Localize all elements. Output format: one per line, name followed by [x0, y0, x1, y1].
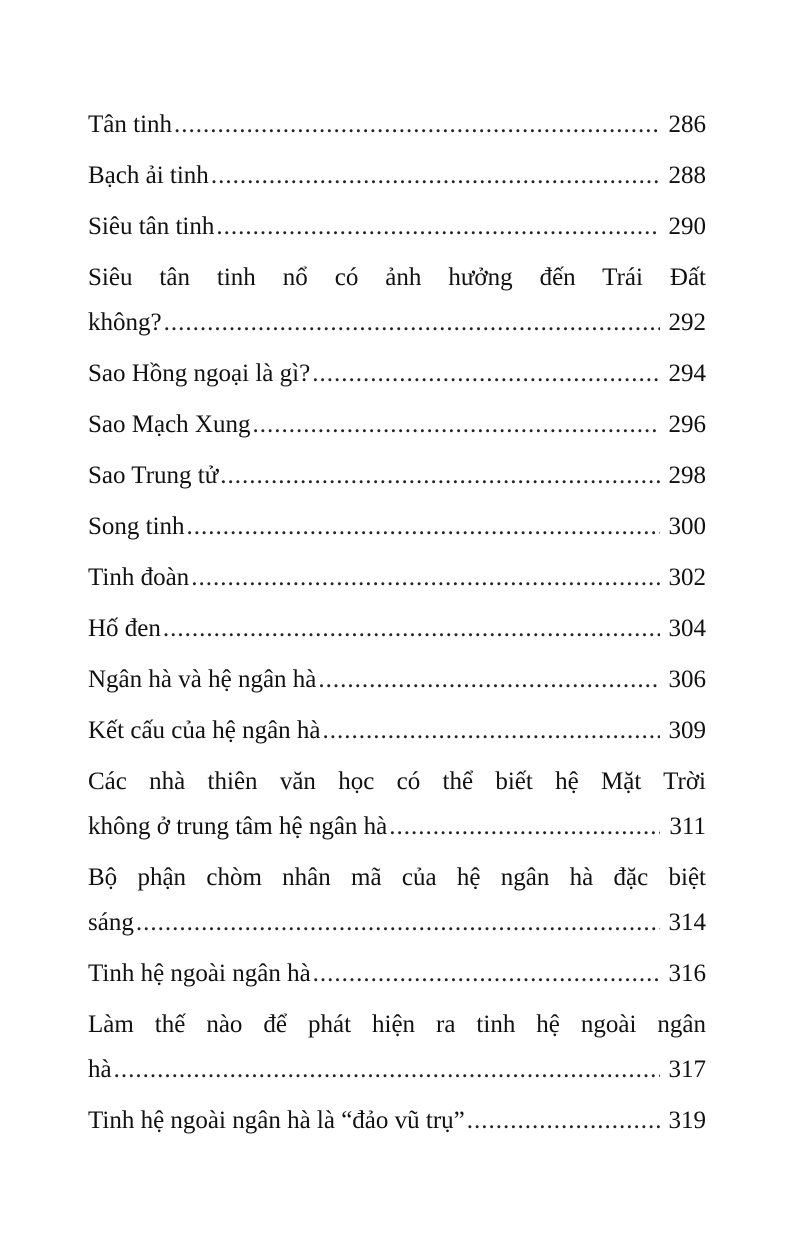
- toc-entry-title: Ngân hà và hệ ngân hà: [88, 666, 317, 693]
- toc-entry: [88, 453, 706, 498]
- toc-entry-page: 306: [668, 666, 706, 693]
- toc-entry-page: 300: [668, 513, 706, 540]
- toc-entry-title: Tân tinh: [88, 111, 173, 138]
- toc-entry-page: 288: [668, 162, 706, 189]
- toc-entry-title: Song tinh: [88, 513, 185, 540]
- dot-leader: [220, 453, 660, 498]
- toc-entry-title: Kết cấu của hệ ngân hà: [88, 717, 321, 744]
- toc-entry-page: 286: [668, 111, 706, 138]
- toc-entry: [88, 759, 706, 849]
- toc-entry: [88, 153, 706, 198]
- toc-entry-title: không ở trung tâm hệ ngân hà: [88, 813, 388, 840]
- toc-entry-title: Tinh đoàn: [88, 564, 190, 591]
- toc-entry: [88, 657, 706, 702]
- toc-entry-page: 309: [668, 717, 706, 744]
- toc-entry-title: Tinh hệ ngoài ngân hà: [88, 960, 311, 987]
- toc-entry-title: sáng: [88, 909, 134, 936]
- toc-entry: [88, 606, 706, 651]
- toc-entry-title: Sao Hồng ngoại là gì?: [88, 360, 311, 387]
- toc-entry-title: Sao Trung tử: [88, 462, 219, 489]
- toc-entry-page: 294: [668, 360, 706, 387]
- toc-entry-page: 298: [668, 462, 706, 489]
- dot-leader: [252, 402, 660, 447]
- toc-entry: [88, 102, 706, 147]
- toc-entry: [88, 351, 706, 396]
- toc-entry-title: Bạch ải tinh: [88, 162, 209, 189]
- dot-leader: [216, 204, 660, 249]
- dot-leader: [389, 804, 660, 849]
- toc-entry: [88, 708, 706, 753]
- dot-leader: [174, 102, 660, 147]
- toc-entry: [88, 855, 706, 945]
- dot-leader: [467, 1098, 660, 1143]
- dot-leader: [136, 900, 660, 945]
- toc-entry-page: 296: [668, 411, 706, 438]
- dot-leader: [164, 300, 660, 345]
- toc-entry-title: Hố đen: [88, 615, 161, 642]
- dot-leader: [187, 504, 660, 549]
- toc-entry: [88, 555, 706, 600]
- toc-entry: [88, 204, 706, 249]
- toc-entry: [88, 1098, 706, 1143]
- toc-entry-page: 314: [668, 909, 706, 936]
- dot-leader: [163, 606, 660, 651]
- toc-entry-page: 302: [668, 564, 706, 591]
- toc-entry: [88, 402, 706, 447]
- dot-leader: [313, 951, 660, 996]
- toc-entry-title: hà: [88, 1056, 112, 1083]
- toc-entry: [88, 255, 706, 345]
- dot-leader: [114, 1047, 660, 1092]
- toc-entry-page: 304: [668, 615, 706, 642]
- dot-leader: [191, 555, 660, 600]
- toc-entry-title-line1: Các nhà thiên văn học có thể biết hệ Mặt Trời: [88, 768, 706, 795]
- toc-entry-title: Sao Mạch Xung: [88, 411, 251, 438]
- toc-entry-page: 290: [668, 213, 706, 240]
- toc-entry-title: Siêu tân tinh: [88, 213, 215, 240]
- toc-entry: [88, 951, 706, 996]
- toc-entry-page: 319: [668, 1107, 706, 1134]
- toc-entry-title-line1: Làm thế nào để phát hiện ra tinh hệ ngoài ngân: [88, 1011, 706, 1038]
- dot-leader: [318, 657, 660, 702]
- dot-leader: [312, 351, 660, 396]
- toc-entry-page: 317: [668, 1056, 706, 1083]
- dot-leader: [211, 153, 660, 198]
- table-of-contents: [88, 102, 706, 1149]
- toc-entry-page: 316: [668, 960, 706, 987]
- toc-entry-title-line1: Bộ phận chòm nhân mã của hệ ngân hà đặc biệt: [88, 864, 706, 891]
- dot-leader: [323, 708, 660, 753]
- toc-entry-title: không?: [88, 309, 162, 336]
- toc-entry-page: 311: [669, 813, 706, 840]
- toc-entry: [88, 504, 706, 549]
- toc-entry-title: Tinh hệ ngoài ngân hà là “đảo vũ trụ”: [88, 1107, 465, 1134]
- toc-entry-title-line1: Siêu tân tinh nổ có ảnh hưởng đến Trái Đất: [88, 264, 706, 291]
- toc-entry: [88, 1002, 706, 1092]
- toc-entry-page: 292: [668, 309, 706, 336]
